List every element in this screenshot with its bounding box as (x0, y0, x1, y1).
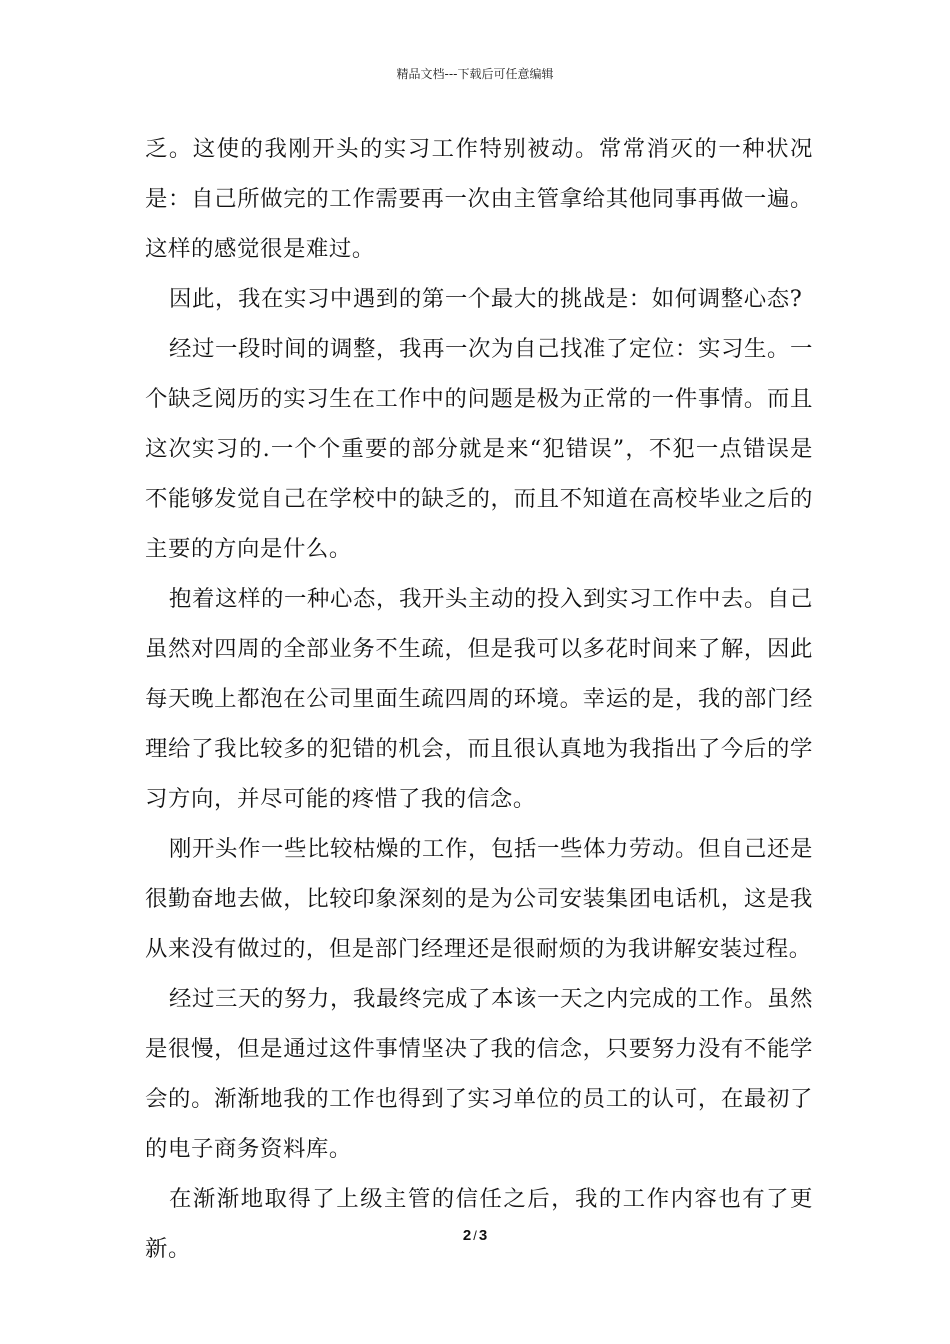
paragraph: 经过一段时间的调整，我再一次为自己找准了定位：实习生。一个缺乏阅历的实习生在工作中的问题是极为正常的一件事情。而且这次实习的.一个个重要的部分就是来“犯错误”，不犯一点错误是不能够发觉自己在学校中的缺乏的，而且不知道在高校毕业之后的主要的方向是什么。 (145, 336, 813, 562)
document-body (145, 124, 813, 1274)
total-pages-number: 3 (478, 1227, 488, 1244)
paragraph: 在渐渐地取得了上级主管的信任之后，我的工作内容也有了更新。 (145, 1186, 813, 1262)
page-number (0, 1226, 950, 1246)
paragraph: 刚开头作一些比较枯燥的工作，包括一些体力劳动。但自己还是很勤奋地去做，比较印象深刻的是为公司安装集团电话机，这是我从来没有做过的，但是部门经理还是很耐烦的为我讲解安装过程。 (145, 836, 813, 962)
paragraph: 因此，我在实习中遇到的第一个最大的挑战是：如何调整心态? (169, 286, 803, 312)
paragraph: 乏。这使的我刚开头的实习工作特别被动。常常消灭的一种状况是：自己所做完的工作需要再一次由主管拿给其他同事再做一遍。这样的感觉很是难过。 (145, 136, 813, 262)
page-header: 精品文档---下载后可任意编辑 (396, 67, 554, 81)
page-separator: / (473, 1228, 477, 1243)
paragraph: 经过三天的努力，我最终完成了本该一天之内完成的工作。虽然是很慢，但是通过这件事情坚决了我的信念，只要努力没有不能学会的。渐渐地我的工作也得到了实习单位的员工的认可，在最初了的电子商务资料库。 (145, 986, 813, 1162)
paragraph: 抱着这样的一种心态，我开头主动的投入到实习工作中去。自己虽然对四周的全部业务不生疏，但是我可以多花时间来了解，因此每天晚上都泡在公司里面生疏四周的环境。幸运的是，我的部门经理给了我比较多的犯错的机会，而且很认真地为我指出了今后的学习方向，并尽可能的疼惜了我的信念。 (145, 586, 813, 812)
current-page-number: 2 (462, 1227, 472, 1244)
